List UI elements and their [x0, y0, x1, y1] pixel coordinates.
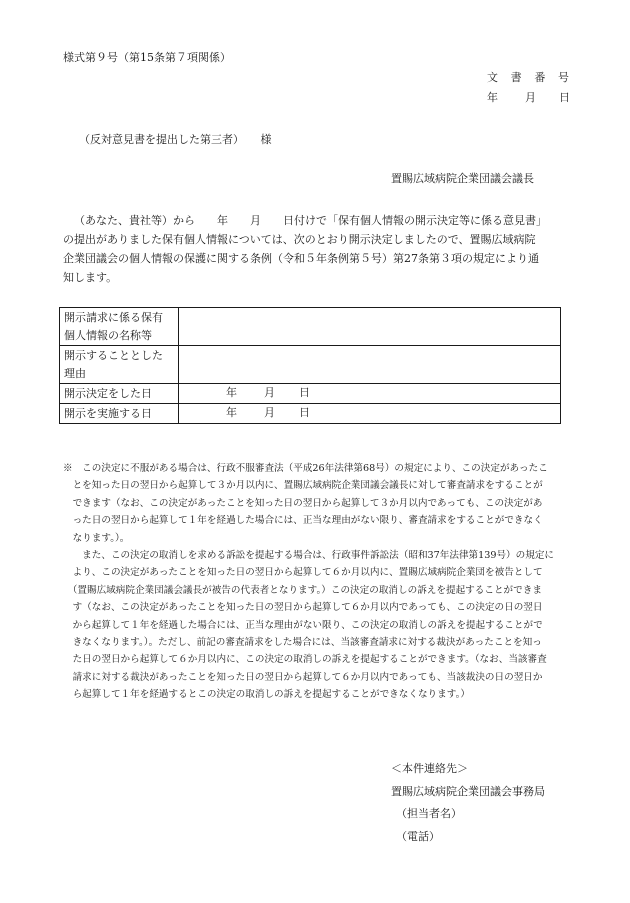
date-year-label: 年: [487, 91, 498, 104]
contact-heading: ＜本件連絡先＞: [391, 762, 468, 775]
note-line: 請求に対する裁決があったことを知った日の翌日から起算して６か月以内であっても、当該裁決の日の翌日か: [63, 671, 543, 683]
note-line: た日の翌日から起算して６か月以内に、この決定の取消しの訴えを提起することができます。（なお、当該審査: [63, 654, 547, 666]
row-label: 開示を実施する日: [60, 404, 179, 424]
row-label: [60, 346, 179, 384]
contact-office: 置賜広域病院企業団議会事務局: [391, 784, 545, 798]
form-label: 様式第９号（第15条第７項関係）: [63, 51, 231, 64]
disclosure-info-table: [59, 307, 561, 424]
date-day-label: 日: [299, 406, 310, 419]
row-label-line: 理由: [64, 366, 86, 380]
decision-date-value: [179, 384, 561, 404]
note-line: す（なお、この決定があったことを知った日の翌日から起算して６か月以内であっても、この決定の日の翌日: [63, 602, 543, 614]
table-row: [60, 404, 561, 424]
body-line: 知します。: [63, 271, 118, 284]
date-year-label: 年: [226, 406, 237, 419]
row-value: [179, 346, 561, 384]
date-year-label: 年: [226, 386, 237, 399]
row-label: 開示決定をした日: [60, 384, 179, 404]
row-label-line: 個人情報の名称等: [64, 328, 152, 342]
row-label-line: 開示請求に係る保有: [64, 310, 163, 324]
date-day-label: 日: [299, 386, 310, 399]
date-month-label: 月: [264, 406, 275, 419]
date-month-label: 月: [264, 386, 275, 399]
note-line: （置賜広域病院企業団議会議長が被告の代表者となります。）この決定の取消しの訴えを提起することができま: [63, 584, 542, 596]
note-line: った日の翌日から起算して１年を経過した場合には、正当な理由がない限り、審査請求をすることができなく: [63, 515, 543, 527]
contact-phone: （電話）: [396, 829, 440, 843]
table-row: [60, 384, 561, 404]
table-row: [60, 308, 561, 346]
body-line: 企業団議会の個人情報の保護に関する条例（令和５年条例第５号）第27条第３項の規定により通: [63, 252, 539, 265]
note-line: より、この決定があったことを知った日の翌日から起算して６か月以内に、置賜広域病院企業団を被告として: [63, 567, 543, 579]
table-row: [60, 346, 561, 384]
implementation-date-value: [179, 404, 561, 424]
note-line: できます（なお、この決定があったことを知った日の翌日から起算して３か月以内であっても、この決定があ: [63, 497, 543, 509]
contact-person: （担当者名）: [396, 807, 462, 820]
document-number-label: 文 書 番 号: [487, 71, 569, 84]
body-line: （あなた、貴社等）から 年 月 日付けで「保有個人情報の開示決定等に係る意見書」: [74, 214, 547, 227]
note-line: また、この決定の取消しを求める訴訟を提起する場合は、行政事件訴訟法（昭和37年法律第139号）の規定に: [63, 550, 555, 562]
addressee: （反対意見書を提出した第三者） 様: [79, 133, 272, 146]
note-line: ※ この決定に不服がある場合は、行政不服審査法（平成26年法律第68号）の規定により、この決定があったこ: [63, 463, 548, 474]
row-value: [179, 308, 561, 346]
body-paragraph: [63, 211, 568, 287]
note-line: なります。）。: [63, 532, 130, 544]
body-line: の提出がありました保有個人情報については、次のとおり開示決定しましたので、置賜広域病院: [63, 233, 536, 246]
date-month-label: 月: [525, 91, 536, 104]
note-line: ら起算して１年を経過するとこの決定の取消しの訴えを提起することができなくなります。）: [63, 689, 470, 701]
note-line: きなくなります。）。ただし、前記の審査請求をした場合には、当該審査請求に対する裁決があったことを知っ: [63, 637, 542, 649]
sender: 置賜広域病院企業団議会議長: [391, 172, 534, 185]
row-label-line: 開示することとした: [64, 348, 163, 362]
note-line: から起算して１年を経過した場合には、正当な理由がない限り、この決定の取消しの訴えを提起することがで: [63, 619, 543, 631]
contact-block: [391, 758, 545, 848]
appeal-notice: [63, 460, 573, 704]
note-line: とを知った日の翌日から起算して３か月以内に、置賜広域病院企業団議会議長に対して審査請求をすることが: [63, 480, 543, 492]
row-label: [60, 308, 179, 346]
date-day-label: 日: [559, 91, 570, 104]
